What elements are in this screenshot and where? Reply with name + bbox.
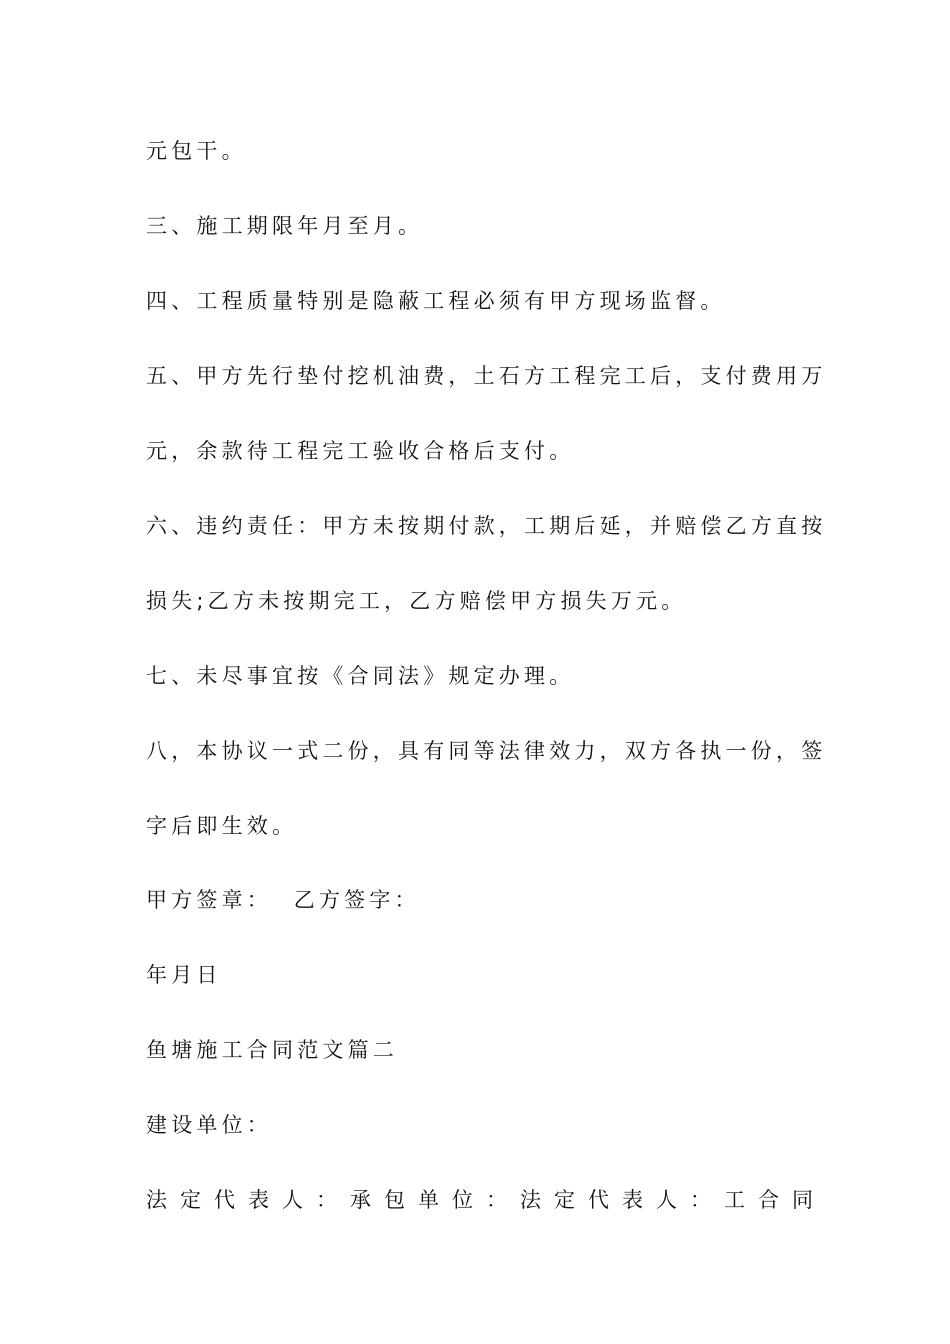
text-line: 八，本协议一式二份，具有同等法律效力，双方各执一份，签 <box>146 739 827 763</box>
text-line: 字后即生效。 <box>146 814 298 838</box>
section-heading: 鱼塘施工合同范文篇二 <box>146 1038 398 1062</box>
text-line: 四、工程质量特别是隐蔽工程必须有甲方现场监督。 <box>146 289 726 313</box>
text-line: 三、施工期限年月至月。 <box>146 214 424 238</box>
date-line: 年月日 <box>146 963 222 987</box>
text-line: 六、违约责任：甲方未按期付款，工期后延，并赔偿乙方直按 <box>146 514 827 538</box>
text-line: 五、甲方先行垫付挖机油费，土石方工程完工后，支付费用万 <box>146 364 827 388</box>
text-line: 损失;乙方未按期完工，乙方赔偿甲方损失万元。 <box>146 589 687 613</box>
signature-line: 甲方签章： 乙方签字： <box>146 888 420 912</box>
text-line: 七、未尽事宜按《合同法》规定办理。 <box>146 664 575 688</box>
text-line: 元包干。 <box>146 139 247 163</box>
text-line: 元，余款待工程完工验收合格后支付。 <box>146 439 575 463</box>
text-line: 建设单位： <box>146 1113 272 1137</box>
text-line: 法定代表人：承包单位：法定代表人：工合同 <box>146 1188 826 1212</box>
